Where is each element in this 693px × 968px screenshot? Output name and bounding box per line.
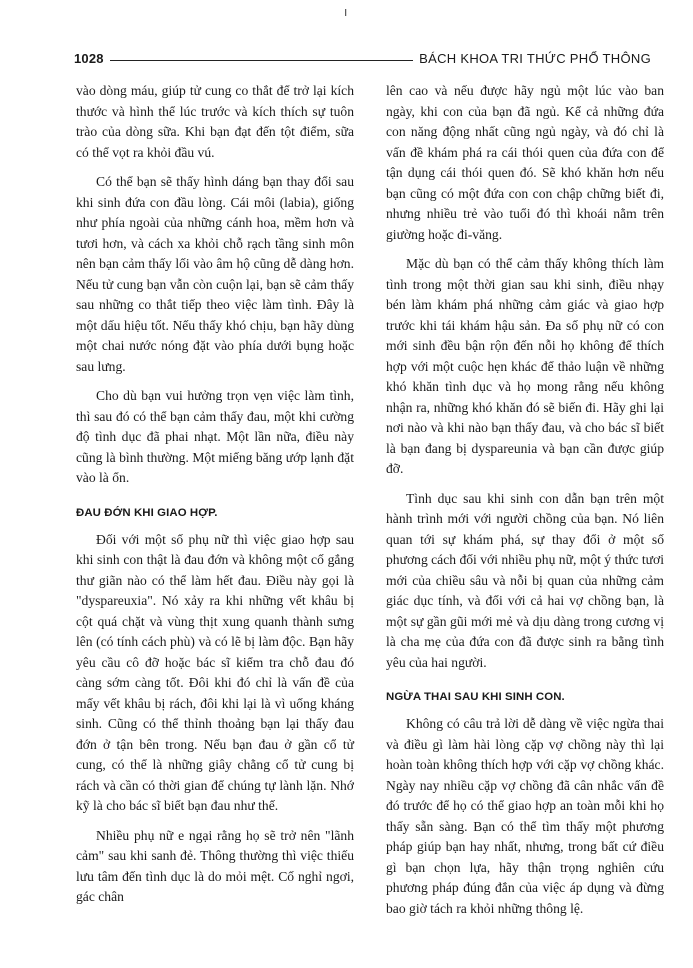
page-number: 1028: [74, 51, 104, 66]
section-heading: NGỪA THAI SAU KHI SINH CON.: [386, 691, 565, 703]
paragraph: Nhiều phụ nữ e ngại rằng họ sẽ trở nên "lãnh cảm" sau khi sanh đẻ. Thông thường thì việc thiếu lưu tâm đến tình dục là do mỏi mệt. Cố nghỉ ngơi, gác chân: [76, 827, 354, 904]
header-rule: [110, 60, 413, 61]
scan-mark: ı: [344, 5, 348, 19]
left-column: [76, 81, 354, 928]
section-heading: ĐAU ĐỚN KHI GIAO HỢP.: [76, 506, 218, 519]
paragraph: Tình dục sau khi sinh con dẫn bạn trên một hành trình mới với người chồng của bạn. Nó liên quan tới sự khám phá, sự thay đổi ở một số phương cách đối với nhiều phụ nữ, một ý thức tươi mới của chiều sâu và nỗi bị quan của những cảm giác dục tính, và đối với cả hai vợ chồng bạn, là một sự gần gũi mới mẻ và dịu dàng trong cương vị là cha mẹ của đứa con đã được sinh ra bằng tình yêu của hai người.: [386, 490, 664, 670]
text-columns: [76, 81, 664, 928]
right-column: [386, 81, 664, 928]
paragraph: Có thể bạn sẽ thấy hình dáng bạn thay đổi sau khi sinh đứa con đầu lòng. Cái môi (labia), giống như phía ngoài của những cánh hoa, mềm hơn và tươi hơn, và cách xa khỏi chỗ rạch tầng sinh môn nên bạn cảm thấy lối vào âm hộ cũng dễ dàng hơn. Nếu tử cung bạn vẫn còn cuộn lại, bạn sẽ cảm thấy sau những co thắt tiếp theo việc làm tình. Đây là một dấu hiệu tốt. Nếu thấy khó chịu, bạn hãy dùng một chai nước nóng đặt vào phía dưới bụng hoặc sau lưng.: [76, 174, 354, 374]
paragraph: Không có câu trả lời dễ dàng về việc ngừa thai và điều gì làm hài lòng cặp vợ chồng này thì lại hoàn toàn không thích hợp với cặp vợ chồng khác. Ngày nay nhiều cặp vợ chồng đã cân nhắc vấn đề đó trước để họ có thể giao hợp an toàn mỗi khi họ thấy sẵn sàng. Bạn có thể tìm thấy một phương pháp giúp bạn hay nhất, nhưng, trong bất cứ điều gì bạn chọn lựa, hãy thận trọng nghiên cứu phương pháp đúng đắn của việc áp dụng và đừng bao giờ tách ra khỏi những thông lệ.: [386, 716, 664, 916]
paragraph: Mặc dù bạn có thể cảm thấy không thích làm tình trong một thời gian sau khi sinh, điều nhạy bén làm khám phá những cảm giác và giao hợp trước khi tái khám hậu sản. Đa số phụ nữ có con mới sinh đều bận rộn đến nỗi họ không để thích hợp với một cuộc hẹn khác để thảo luận về những khó khăn tình dục và họ mong rằng nếu không nhận ra, những khó khăn đó sẽ biến đi. Hãy ghi lại nơi nào và khi nào bạn thấy đau, và cho bác sĩ biết là bạn đang bị dyspareunia và bạn cần được giúp đỡ.: [386, 256, 664, 476]
book-title: BÁCH KHOA TRI THỨC PHỔ THÔNG: [419, 51, 651, 66]
page-header: [74, 46, 651, 66]
paragraph: Cho dù bạn vui hưởng trọn vẹn việc làm tình, thì sau đó có thể bạn cảm thấy đau, một khi cường độ tình dục đã phai nhạt. Một lần nữa, điều này cũng là bình thường. Một miếng băng ướp lạnh đặt vào là ổn.: [76, 388, 354, 485]
paragraph: lên cao và nếu được hãy ngủ một lúc vào ban ngày, khi con của bạn đã ngủ. Kể cả những đứa con năng động nhất cũng ngủ ngày, và đó chỉ là vấn đề khám phá ra cái thói quen của đứa con để tận dụng cái thói quen đó. Sẽ khó khăn hơn nếu bạn cũng có một đứa con con chập chững biết đi, nhưng nhiều trẻ vào tuổi đó thì khoái nằm trên giường hoặc đi-văng.: [386, 83, 664, 242]
paragraph: vào dòng máu, giúp tử cung co thắt để trở lại kích thước và hình thể lúc trước và kích thích sự tuôn trào của dòng sữa. Khi bạn đạt đến tột điểm, sữa có thể vọt ra khỏi đầu vú.: [76, 83, 354, 160]
paragraph: Đối với một số phụ nữ thì việc giao hợp sau khi sinh con thật là đau đớn và không một cố gắng thư giãn nào có thể làm hết đau. Điều này gọi là "dyspareuxia". Nó xảy ra khi những vết khâu bị cột quá chặt và vùng thịt xung quanh thành sưng lên (có tính cách phù) và có lẽ bị làm độc. Bạn hãy yêu cầu cô đỡ hoặc bác sĩ kiểm tra chỗ đau đó càng sớm càng tốt. Đôi khi đó chỉ là vấn đề của mấy vết khâu bị rách, đôi khi lại là vì uống kháng sinh. Cũng có thể thỉnh thoảng bạn lại thấy đau đớn ở tận bên trong. Nếu bạn đau ở gần cổ tử cung, có thể là những giây chằng cổ tử cung bị rách và cần có thời gian để chúng tự lành lặn. Nhớ kỹ là cho bác sĩ biết bạn đau như thế.: [76, 531, 354, 813]
